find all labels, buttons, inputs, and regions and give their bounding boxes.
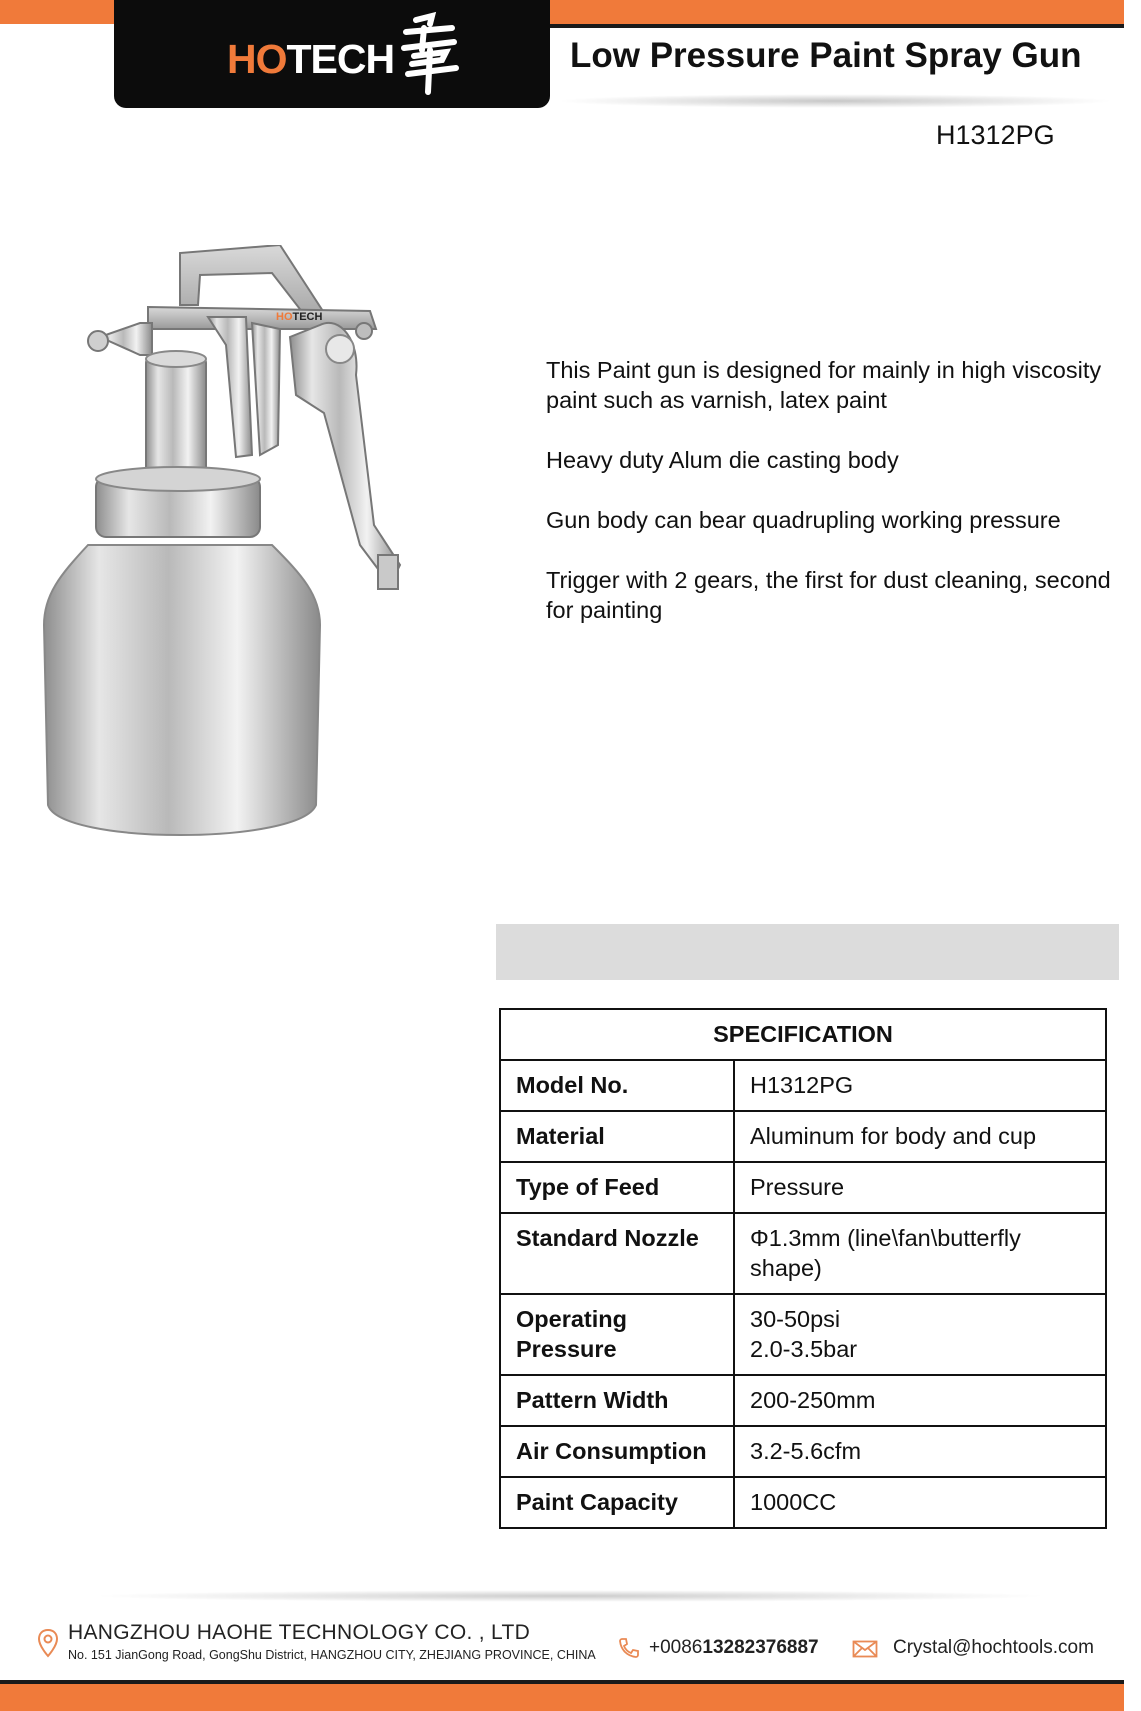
logo-text-tech: TECH (286, 36, 395, 82)
spec-label: Standard Nozzle (500, 1213, 734, 1294)
table-row (500, 1426, 1106, 1477)
company-name: HANGZHOU HAOHE TECHNOLOGY CO. , LTD (68, 1621, 531, 1644)
location-pin-icon (37, 1628, 59, 1658)
spec-value: 1000CC (734, 1477, 1106, 1528)
title-underline-shadow (555, 94, 1115, 108)
feature-item: Trigger with 2 gears, the first for dust cleaning, second for painting (546, 567, 1111, 623)
spec-label: Material (500, 1111, 734, 1162)
brand-logo (114, 0, 550, 108)
logo-wordmark (227, 36, 394, 83)
table-row (500, 1162, 1106, 1213)
bottom-accent-bar (0, 1684, 1124, 1711)
feature-item: Gun body can bear quadrupling working pressure (546, 507, 1061, 533)
spec-value: Pressure (734, 1162, 1106, 1213)
spec-value: H1312PG (734, 1060, 1106, 1111)
feature-list (546, 355, 1116, 655)
spec-label: Paint Capacity (500, 1477, 734, 1528)
table-row (500, 1477, 1106, 1528)
grey-separator-band (496, 924, 1119, 980)
table-row (500, 1213, 1106, 1294)
gun-logo-text-tech: TECH (292, 311, 323, 323)
phone-prefix: +0086 (649, 1637, 703, 1658)
company-address: No. 151 JianGong Road, GongShu District, HANGZHOU CITY, ZHEJIANG PROVINCE, CHINA (68, 1648, 596, 1662)
footer-shadow (90, 1590, 1050, 1602)
phone-number[interactable] (649, 1637, 819, 1659)
spec-value: 3.2-5.6cfm (734, 1426, 1106, 1477)
model-number: H1312PG (936, 120, 1055, 150)
table-row (500, 1060, 1106, 1111)
table-row (500, 1111, 1106, 1162)
spec-value (734, 1294, 1106, 1375)
phone-digits: 13282376887 (702, 1637, 819, 1658)
spec-value: Φ1.3mm (line\fan\butterfly shape) (734, 1213, 1106, 1294)
specification-table (499, 1008, 1107, 1529)
spec-label: Pattern Width (500, 1375, 734, 1426)
spec-label: Model No. (500, 1060, 734, 1111)
logo-text-ho: HO (227, 36, 287, 82)
logo-brush-glyph-icon (394, 10, 464, 95)
email-address[interactable]: Crystal@hochtools.com (893, 1637, 1094, 1658)
spec-value: Aluminum for body and cup (734, 1111, 1106, 1162)
page-title: Low Pressure Paint Spray Gun (570, 36, 1082, 75)
top-divider-line (549, 24, 1124, 28)
gun-logo-text-ho: HO (276, 311, 293, 323)
spec-value-line: 2.0-3.5bar (750, 1336, 858, 1362)
table-row (500, 1294, 1106, 1375)
spec-label: Type of Feed (500, 1162, 734, 1213)
mail-icon (852, 1640, 878, 1658)
svg-text:HOTECH (276, 311, 323, 323)
spec-heading: SPECIFICATION (500, 1009, 1106, 1060)
spec-label: Air Consumption (500, 1426, 734, 1477)
spec-value-line: 30-50psi (750, 1306, 841, 1332)
spray-gun-product-image (40, 245, 440, 925)
phone-icon (617, 1637, 641, 1659)
table-row (500, 1375, 1106, 1426)
spec-value: 200-250mm (734, 1375, 1106, 1426)
feature-item: Heavy duty Alum die casting body (546, 447, 899, 473)
feature-item: This Paint gun is designed for mainly in high viscosity paint such as varnish, latex paint (546, 357, 1102, 413)
spec-label: Operating Pressure (500, 1294, 734, 1375)
